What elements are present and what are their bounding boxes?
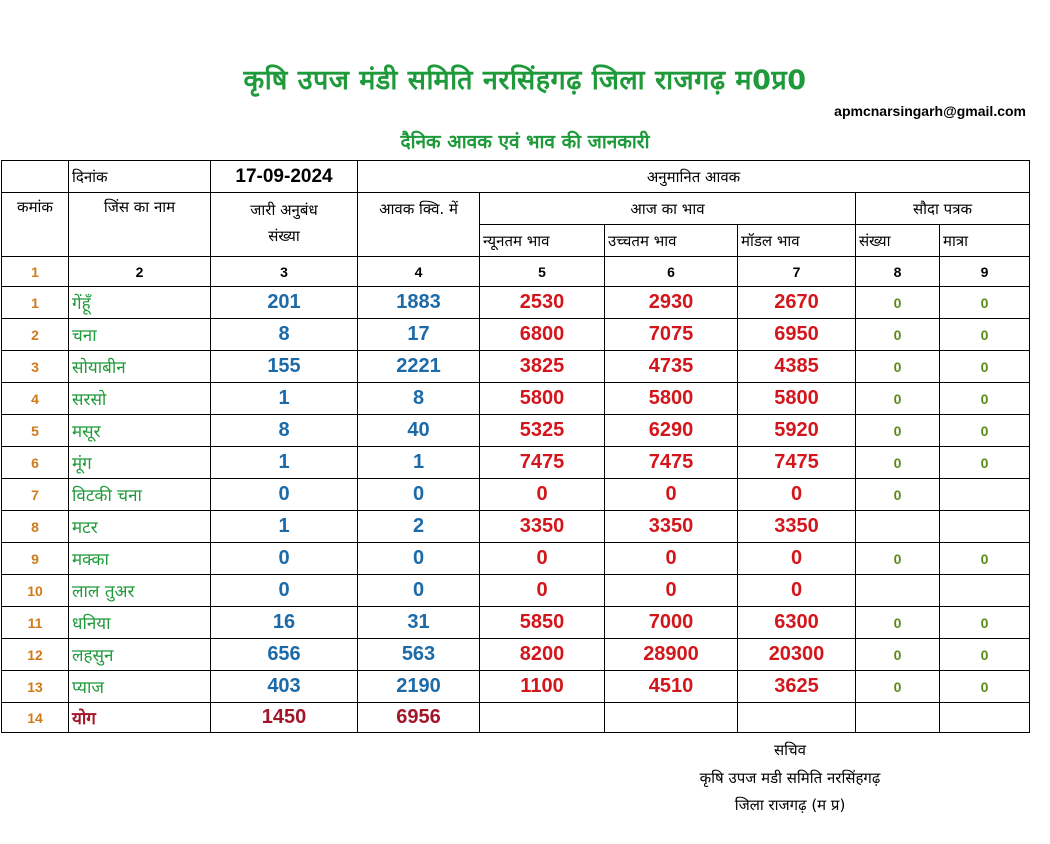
model-price-cell: 20300 xyxy=(738,639,856,671)
max-price-cell: 0 xyxy=(605,479,738,511)
arrival-cell: 0 xyxy=(358,543,480,575)
serial-cell: 3 xyxy=(2,351,69,383)
min-price-header: न्यूनतम भाव xyxy=(480,225,605,257)
min-price-cell: 5850 xyxy=(480,607,605,639)
commodity-cell: लहसुन xyxy=(69,639,211,671)
deal-quantity-cell: 0 xyxy=(940,607,1030,639)
total-empty-cell xyxy=(940,703,1030,733)
table-row xyxy=(2,511,1030,543)
model-price-cell: 4385 xyxy=(738,351,856,383)
serial-cell: 5 xyxy=(2,415,69,447)
min-price-cell: 3825 xyxy=(480,351,605,383)
table-row xyxy=(2,575,1030,607)
total-empty-cell xyxy=(738,703,856,733)
commodity-cell: धनिया xyxy=(69,607,211,639)
contracts-cell: 201 xyxy=(211,287,358,319)
deal-header: सौदा पत्रक xyxy=(856,193,1030,225)
deal-quantity-cell: 0 xyxy=(940,287,1030,319)
serial-cell: 8 xyxy=(2,511,69,543)
footer-secretary: सचिव xyxy=(774,741,806,759)
column-number-cell: 6 xyxy=(605,257,738,287)
arrival-cell: 563 xyxy=(358,639,480,671)
total-serial-cell: 14 xyxy=(2,703,69,733)
deal-quantity-cell xyxy=(940,575,1030,607)
serial-cell: 13 xyxy=(2,671,69,703)
min-price-cell: 5800 xyxy=(480,383,605,415)
contracts-cell: 0 xyxy=(211,543,358,575)
model-price-cell: 0 xyxy=(738,575,856,607)
deal-count-cell: 0 xyxy=(856,671,940,703)
deal-quantity-cell: 0 xyxy=(940,319,1030,351)
date-label: दिनांक xyxy=(69,161,211,193)
model-price-cell: 0 xyxy=(738,543,856,575)
deal-count-cell: 0 xyxy=(856,447,940,479)
min-price-cell: 3350 xyxy=(480,511,605,543)
contracts-cell: 8 xyxy=(211,415,358,447)
arrival-header-blank xyxy=(358,225,480,257)
table-row xyxy=(2,351,1030,383)
arrival-cell: 0 xyxy=(358,479,480,511)
today-price-header: आज का भाव xyxy=(480,193,856,225)
min-price-cell: 0 xyxy=(480,543,605,575)
commodity-cell: सोयाबीन xyxy=(69,351,211,383)
model-price-cell: 0 xyxy=(738,479,856,511)
serial-cell: 4 xyxy=(2,383,69,415)
deal-quantity-cell: 0 xyxy=(940,447,1030,479)
deal-quantity-cell: 0 xyxy=(940,639,1030,671)
page-subtitle: दैनिक आवक एवं भाव की जानकारी xyxy=(400,131,650,153)
contracts-cell: 16 xyxy=(211,607,358,639)
contracts-header-line1: जारी अनुबंध xyxy=(250,201,318,219)
column-number-cell: 2 xyxy=(69,257,211,287)
total-label-cell: योग xyxy=(69,703,211,733)
contracts-cell: 0 xyxy=(211,575,358,607)
deal-count-cell xyxy=(856,575,940,607)
footer-district: जिला राजगढ़ (म प्र) xyxy=(734,796,846,814)
max-price-cell: 0 xyxy=(605,543,738,575)
column-number-cell: 7 xyxy=(738,257,856,287)
deal-quantity-cell: 0 xyxy=(940,543,1030,575)
deal-count-cell: 0 xyxy=(856,639,940,671)
deal-quantity-cell: 0 xyxy=(940,671,1030,703)
deal-count-cell: 0 xyxy=(856,479,940,511)
total-empty-cell xyxy=(856,703,940,733)
deal-count-cell: 0 xyxy=(856,351,940,383)
table-row xyxy=(2,639,1030,671)
table-row xyxy=(2,543,1030,575)
arrival-cell: 31 xyxy=(358,607,480,639)
arrival-cell: 2190 xyxy=(358,671,480,703)
blank-cell xyxy=(2,161,69,193)
serial-cell: 10 xyxy=(2,575,69,607)
footer-committee: कृषि उपज मडी समिति नरसिंहगढ़ xyxy=(699,769,881,787)
total-arrival-cell: 6956 xyxy=(358,703,480,733)
commodity-cell: मूंग xyxy=(69,447,211,479)
min-price-cell: 8200 xyxy=(480,639,605,671)
deal-count-cell: 0 xyxy=(856,415,940,447)
contracts-cell: 0 xyxy=(211,479,358,511)
commodity-cell: लाल तुअर xyxy=(69,575,211,607)
max-price-cell: 5800 xyxy=(605,383,738,415)
commodity-cell: मटर xyxy=(69,511,211,543)
commodity-cell: चना xyxy=(69,319,211,351)
column-number-cell: 4 xyxy=(358,257,480,287)
model-price-cell: 2670 xyxy=(738,287,856,319)
min-price-cell: 7475 xyxy=(480,447,605,479)
model-price-cell: 3625 xyxy=(738,671,856,703)
commodity-cell: गेंहूँ xyxy=(69,287,211,319)
serial-cell: 7 xyxy=(2,479,69,511)
max-price-cell: 4510 xyxy=(605,671,738,703)
table-row xyxy=(2,319,1030,351)
serial-cell: 9 xyxy=(2,543,69,575)
min-price-cell: 5325 xyxy=(480,415,605,447)
max-price-cell: 28900 xyxy=(605,639,738,671)
total-empty-cell xyxy=(605,703,738,733)
arrival-cell: 0 xyxy=(358,575,480,607)
table-row xyxy=(2,479,1030,511)
deal-count-cell: 0 xyxy=(856,287,940,319)
contracts-cell: 403 xyxy=(211,671,358,703)
commodity-cell: सरसो xyxy=(69,383,211,415)
arrival-header: आवक क्वि. में xyxy=(358,193,480,225)
deal-count-cell: 0 xyxy=(856,319,940,351)
max-price-cell: 7475 xyxy=(605,447,738,479)
deal-count-cell: 0 xyxy=(856,383,940,415)
total-empty-cell xyxy=(480,703,605,733)
min-price-cell: 2530 xyxy=(480,287,605,319)
quantity-header: मात्रा xyxy=(940,225,1030,257)
count-header: संख्या xyxy=(856,225,940,257)
total-row xyxy=(2,703,1030,733)
column-number-cell: 9 xyxy=(940,257,1030,287)
max-price-cell: 3350 xyxy=(605,511,738,543)
contracts-cell: 1 xyxy=(211,447,358,479)
column-number-cell: 5 xyxy=(480,257,605,287)
serial-cell: 1 xyxy=(2,287,69,319)
deal-count-cell: 0 xyxy=(856,543,940,575)
max-price-cell: 7075 xyxy=(605,319,738,351)
min-price-cell: 0 xyxy=(480,479,605,511)
deal-quantity-cell: 0 xyxy=(940,415,1030,447)
contracts-cell: 155 xyxy=(211,351,358,383)
page-title: कृषि उपज मंडी समिति नरसिंहगढ़ जिला राजगढ़ म0प्र0 xyxy=(243,65,807,96)
max-price-cell: 7000 xyxy=(605,607,738,639)
table-row xyxy=(2,287,1030,319)
serial-cell: 11 xyxy=(2,607,69,639)
commodity-cell: मसूर xyxy=(69,415,211,447)
serial-cell: 12 xyxy=(2,639,69,671)
commodity-cell: मक्का xyxy=(69,543,211,575)
model-price-cell: 6950 xyxy=(738,319,856,351)
contracts-cell: 1 xyxy=(211,383,358,415)
commodity-cell: प्याज xyxy=(69,671,211,703)
contracts-cell: 8 xyxy=(211,319,358,351)
model-price-cell: 5800 xyxy=(738,383,856,415)
max-price-cell: 4735 xyxy=(605,351,738,383)
table-row xyxy=(2,415,1030,447)
max-price-header: उच्चतम भाव xyxy=(605,225,738,257)
arrival-cell: 2221 xyxy=(358,351,480,383)
deal-quantity-cell xyxy=(940,511,1030,543)
model-price-cell: 7475 xyxy=(738,447,856,479)
arrival-cell: 17 xyxy=(358,319,480,351)
estimated-arrival-header: अनुमानित आवक xyxy=(358,161,1030,193)
model-price-cell: 5920 xyxy=(738,415,856,447)
deal-count-cell: 0 xyxy=(856,607,940,639)
deal-quantity-cell: 0 xyxy=(940,383,1030,415)
column-number-cell: 8 xyxy=(856,257,940,287)
max-price-cell: 6290 xyxy=(605,415,738,447)
max-price-cell: 0 xyxy=(605,575,738,607)
arrival-cell: 8 xyxy=(358,383,480,415)
arrival-cell: 1883 xyxy=(358,287,480,319)
min-price-cell: 6800 xyxy=(480,319,605,351)
column-number-cell: 1 xyxy=(2,257,69,287)
serial-header: कमांक xyxy=(2,193,69,257)
table-row xyxy=(2,447,1030,479)
min-price-cell: 1100 xyxy=(480,671,605,703)
contracts-header xyxy=(211,193,358,257)
contracts-cell: 1 xyxy=(211,511,358,543)
total-contracts-cell: 1450 xyxy=(211,703,358,733)
table-row xyxy=(2,607,1030,639)
model-price-cell: 6300 xyxy=(738,607,856,639)
email-address: apmcnarsingarh@gmail.com xyxy=(834,103,1026,119)
max-price-cell: 2930 xyxy=(605,287,738,319)
arrival-cell: 40 xyxy=(358,415,480,447)
commodity-cell: विटकी चना xyxy=(69,479,211,511)
contracts-cell: 656 xyxy=(211,639,358,671)
date-value: 17-09-2024 xyxy=(211,161,358,193)
column-number-cell: 3 xyxy=(211,257,358,287)
model-price-cell: 3350 xyxy=(738,511,856,543)
arrival-price-table xyxy=(1,160,1030,733)
commodity-header: जिंस का नाम xyxy=(69,193,211,257)
serial-cell: 6 xyxy=(2,447,69,479)
model-price-header: मॉडल भाव xyxy=(738,225,856,257)
arrival-cell: 2 xyxy=(358,511,480,543)
column-number-row xyxy=(2,257,1030,287)
min-price-cell: 0 xyxy=(480,575,605,607)
deal-count-cell xyxy=(856,511,940,543)
deal-quantity-cell: 0 xyxy=(940,351,1030,383)
table-row xyxy=(2,383,1030,415)
deal-quantity-cell xyxy=(940,479,1030,511)
table-row xyxy=(2,671,1030,703)
contracts-header-line2: संख्या xyxy=(268,227,300,245)
serial-cell: 2 xyxy=(2,319,69,351)
arrival-cell: 1 xyxy=(358,447,480,479)
